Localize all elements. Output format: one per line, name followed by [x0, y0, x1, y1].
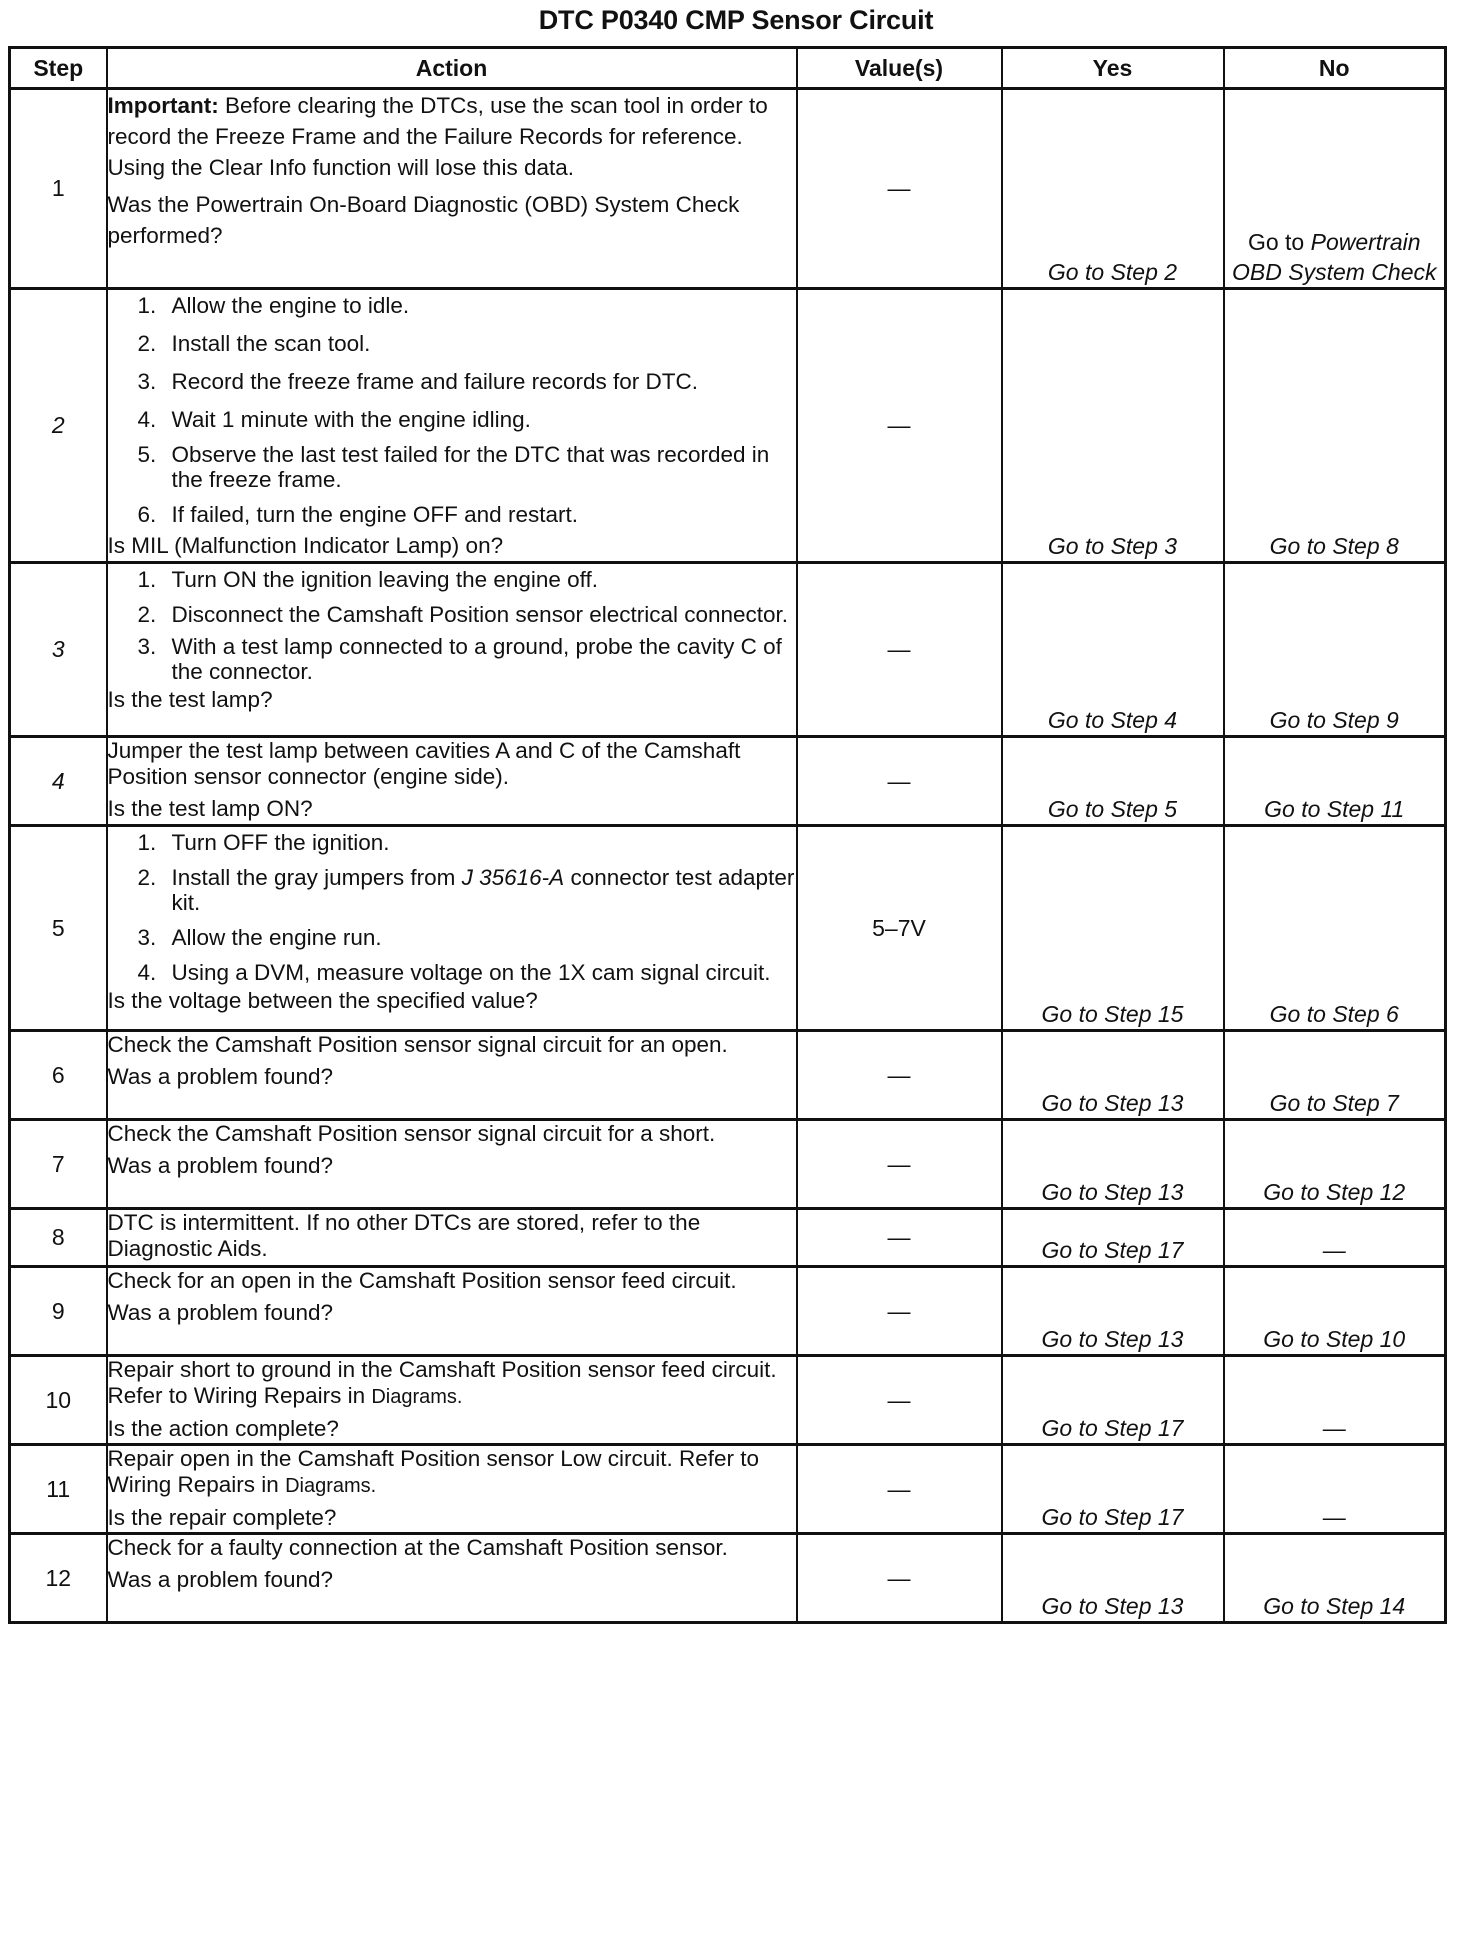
action-cell: [107, 737, 797, 826]
action-cell: [107, 1120, 797, 1209]
header-yes: Yes: [1002, 48, 1224, 89]
action-text: Check the Camshaft Position sensor signal circuit for a short.: [107, 1121, 716, 1146]
action-question: Was the Powertrain On-Board Diagnostic (OBD) System Check performed?: [107, 192, 740, 248]
table-row: [10, 289, 1446, 563]
header-step: Step: [10, 48, 107, 89]
action-step: 4. Using a DVM, measure voltage on the 1X cam signal circuit.: [137, 960, 771, 985]
no-prefix: Go to: [1247, 229, 1311, 255]
yes-cell: Go to Step 4: [1002, 563, 1224, 737]
step-number: 11: [10, 1445, 107, 1534]
diagnostic-table: [8, 46, 1447, 1624]
header-values: Value(s): [797, 48, 1002, 89]
action-cell: [107, 1534, 797, 1623]
yes-cell: Go to Step 13: [1002, 1120, 1224, 1209]
action-step: 3. With a test lamp connected to a ground, probe the cavity C of the connector.: [137, 634, 782, 684]
action-question: Is the repair complete?: [107, 1505, 337, 1530]
action-steps: [108, 290, 796, 530]
no-cell: —: [1224, 1356, 1446, 1445]
step-number: 3: [10, 563, 107, 737]
action-steps: [108, 564, 796, 684]
action-step: 5. Observe the last test failed for the DTC that was recorded in the freeze frame.: [137, 442, 770, 492]
no-cell: Go to Step 11: [1224, 737, 1446, 826]
action-cell: [107, 1031, 797, 1120]
no-cell: Go to Step 8: [1224, 289, 1446, 563]
yes-cell: Go to Step 3: [1002, 289, 1224, 563]
action-cell: [107, 1267, 797, 1356]
action-step: 2. Install the gray jumpers from J 35616-A connector test adapter kit.: [137, 865, 795, 915]
action-question: Is the test lamp?: [107, 687, 273, 712]
step-number: 7: [10, 1120, 107, 1209]
action-text: Jumper the test lamp between cavities A and C of the Camshaft Position sensor connector (engine side).: [107, 738, 741, 789]
action-text: Repair open in the Camshaft Position sensor Low circuit. Refer to Wiring Repairs in Diagrams.: [107, 1446, 760, 1497]
table-row: [10, 1120, 1446, 1209]
yes-cell: Go to Step 17: [1002, 1445, 1224, 1534]
yes-cell: Go to Step 2: [1002, 89, 1224, 289]
no-cell: [1224, 89, 1446, 289]
action-step: 1. Turn OFF the ignition.: [137, 830, 390, 855]
yes-cell: Go to Step 17: [1002, 1209, 1224, 1267]
value-cell: —: [797, 1356, 1002, 1445]
page-title: DTC P0340 CMP Sensor Circuit: [538, 5, 934, 35]
diagrams-reference: Diagrams.: [285, 1475, 377, 1497]
value-cell: —: [797, 289, 1002, 563]
step-number: 4: [10, 737, 107, 826]
action-question: Was a problem found?: [107, 1153, 334, 1178]
action-step: 6. If failed, turn the engine OFF and restart.: [137, 502, 578, 527]
table-row: [10, 1031, 1446, 1120]
step-number: 6: [10, 1031, 107, 1120]
yes-cell: Go to Step 13: [1002, 1267, 1224, 1356]
header-action: Action: [107, 48, 797, 89]
action-question: Is the action complete?: [107, 1416, 339, 1441]
value-cell: —: [797, 89, 1002, 289]
step-number: 10: [10, 1356, 107, 1445]
table-row: [10, 1356, 1446, 1445]
value-cell: 5–7V: [797, 826, 1002, 1031]
action-text: DTC is intermittent. If no other DTCs are stored, refer to the Diagnostic Aids.: [107, 1210, 701, 1261]
important-text: Before clearing the DTCs, use the scan tool in order to record the Freeze Frame and the Failure Records for reference. Using the Clear Info function will lose this data.: [107, 93, 768, 180]
yes-cell: Go to Step 13: [1002, 1534, 1224, 1623]
yes-cell: Go to Step 17: [1002, 1356, 1224, 1445]
action-step: 2. Install the scan tool.: [137, 331, 371, 356]
action-step: 3. Allow the engine run.: [137, 925, 382, 950]
action-question: Is the voltage between the specified value?: [107, 988, 538, 1013]
yes-cell: Go to Step 5: [1002, 737, 1224, 826]
action-question: Was a problem found?: [107, 1064, 334, 1089]
action-text: Check for an open in the Camshaft Position sensor feed circuit.: [107, 1268, 737, 1293]
no-cell: Go to Step 6: [1224, 826, 1446, 1031]
step-number: 9: [10, 1267, 107, 1356]
step-number: 1: [10, 89, 107, 289]
action-cell: [107, 289, 797, 563]
step-number: 5: [10, 826, 107, 1031]
no-cell: Go to Step 7: [1224, 1031, 1446, 1120]
important-label: Important:: [107, 93, 219, 118]
yes-cell: Go to Step 13: [1002, 1031, 1224, 1120]
table-row: [10, 89, 1446, 289]
value-cell: —: [797, 1120, 1002, 1209]
action-question: Is the test lamp ON?: [107, 796, 313, 821]
action-text: Repair short to ground in the Camshaft Position sensor feed circuit. Refer to Wiring Repairs in Diagrams.: [107, 1357, 777, 1408]
table-row: [10, 563, 1446, 737]
no-cell: Go to Step 12: [1224, 1120, 1446, 1209]
table-row: [10, 1209, 1446, 1267]
table-row: [10, 1267, 1446, 1356]
table-row: [10, 1445, 1446, 1534]
action-question: Is MIL (Malfunction Indicator Lamp) on?: [107, 533, 504, 558]
no-cell: Go to Step 14: [1224, 1534, 1446, 1623]
table-header-row: [10, 48, 1446, 89]
value-cell: —: [797, 1209, 1002, 1267]
action-cell: [107, 1445, 797, 1534]
action-step: 1. Turn ON the ignition leaving the engine off.: [137, 567, 599, 592]
tool-reference: J 35616-A: [461, 865, 565, 890]
action-steps: [108, 827, 796, 985]
action-step: 4. Wait 1 minute with the engine idling.: [137, 407, 531, 432]
no-cell: Go to Step 9: [1224, 563, 1446, 737]
value-cell: —: [797, 1031, 1002, 1120]
action-question: Was a problem found?: [107, 1300, 334, 1325]
value-cell: —: [797, 1445, 1002, 1534]
no-cell: —: [1224, 1209, 1446, 1267]
yes-cell: Go to Step 15: [1002, 826, 1224, 1031]
value-cell: —: [797, 737, 1002, 826]
action-step: 1. Allow the engine to idle.: [137, 293, 410, 318]
value-cell: —: [797, 1267, 1002, 1356]
table-row: [10, 826, 1446, 1031]
action-cell: [107, 826, 797, 1031]
step-number: 2: [10, 289, 107, 563]
action-cell: [107, 1356, 797, 1445]
no-cell: —: [1224, 1445, 1446, 1534]
action-cell: [107, 89, 797, 289]
value-cell: —: [797, 1534, 1002, 1623]
step-number: 12: [10, 1534, 107, 1623]
action-text: Check for a faulty connection at the Camshaft Position sensor.: [107, 1535, 728, 1560]
important-note: [108, 90, 796, 183]
action-text: Check the Camshaft Position sensor signal circuit for an open.: [107, 1032, 728, 1057]
step-number: 8: [10, 1209, 107, 1267]
action-cell: [107, 1209, 797, 1267]
diagrams-reference: Diagrams.: [371, 1386, 463, 1408]
no-link: Powertrain OBD System Check: [1232, 229, 1437, 285]
header-no: No: [1224, 48, 1446, 89]
table-row: [10, 737, 1446, 826]
value-cell: —: [797, 563, 1002, 737]
action-step: 2. Disconnect the Camshaft Position sensor electrical connector.: [137, 602, 789, 627]
action-cell: [107, 563, 797, 737]
no-cell: Go to Step 10: [1224, 1267, 1446, 1356]
action-question: Was a problem found?: [107, 1567, 334, 1592]
table-row: [10, 1534, 1446, 1623]
action-step: 3. Record the freeze frame and failure records for DTC.: [137, 369, 698, 394]
